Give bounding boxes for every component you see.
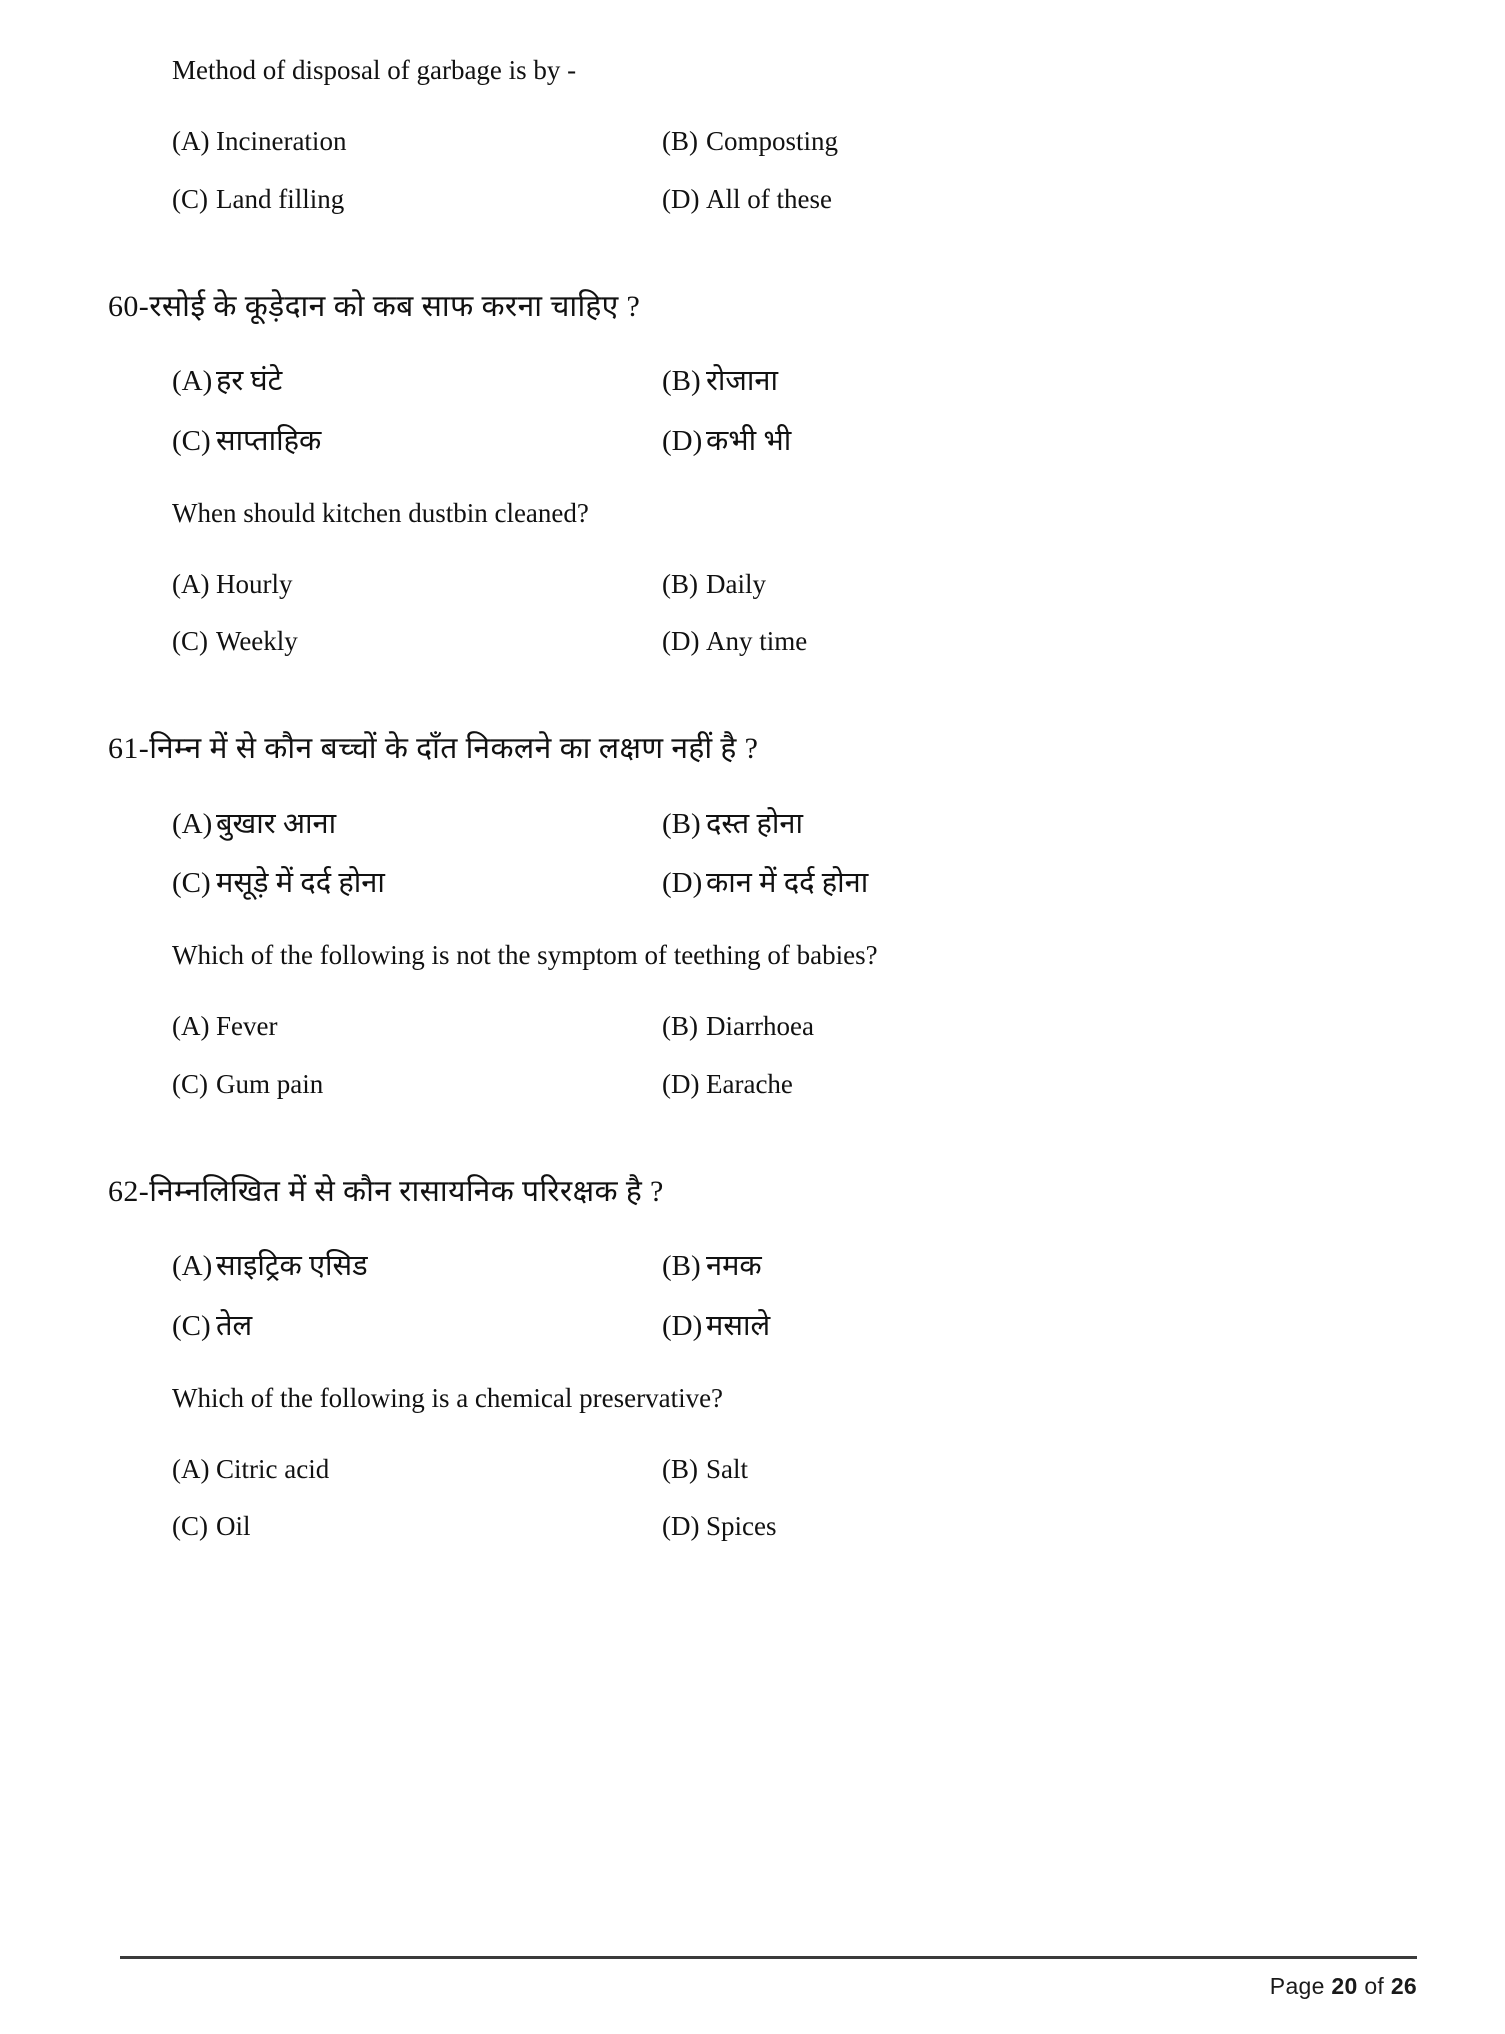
option-a-text: Fever bbox=[216, 1011, 278, 1042]
question-62-option-b-hindi[interactable] bbox=[662, 1248, 1385, 1286]
question-61-option-a-english[interactable] bbox=[172, 1009, 662, 1044]
option-b-text: Diarrhoea bbox=[706, 1011, 814, 1042]
question-60-stem-english: When should kitchen dustbin cleaned? bbox=[172, 497, 589, 528]
option-a-label: (A) bbox=[172, 365, 213, 398]
option-d-text: Earache bbox=[706, 1068, 793, 1099]
option-c-text: Oil bbox=[216, 1511, 251, 1542]
option-a-label: (A) bbox=[172, 1250, 213, 1283]
question-62-option-c-english[interactable] bbox=[172, 1509, 662, 1544]
question-61-option-c-english[interactable] bbox=[172, 1067, 662, 1102]
page-footer bbox=[120, 1956, 1417, 2000]
question-block-61 bbox=[108, 729, 1385, 1102]
option-row bbox=[138, 1452, 1385, 1487]
option-a-label: (A) bbox=[172, 126, 210, 157]
option-row bbox=[138, 624, 1385, 659]
option-row bbox=[138, 124, 1385, 159]
question-block-garbage-disposal bbox=[138, 52, 1385, 217]
question-62-option-a-hindi[interactable] bbox=[172, 1248, 662, 1286]
option-c-text: मसूड़े में दर्द होना bbox=[216, 867, 385, 900]
option-b-label: (B) bbox=[662, 807, 701, 840]
option-c-text: Gum pain bbox=[216, 1068, 324, 1099]
option-a-label: (A) bbox=[172, 1453, 210, 1484]
option-row bbox=[138, 1308, 1385, 1346]
question-61-option-a-hindi[interactable] bbox=[172, 806, 662, 844]
option-a[interactable] bbox=[172, 124, 662, 159]
option-b-text: दस्त होना bbox=[706, 807, 803, 840]
option-c-label: (C) bbox=[172, 1068, 208, 1099]
option-row bbox=[138, 1248, 1385, 1286]
footer-of-word: of bbox=[1364, 1973, 1385, 1999]
question-60-option-d-english[interactable] bbox=[662, 624, 1385, 659]
option-row bbox=[138, 1067, 1385, 1102]
option-b-label: (B) bbox=[662, 568, 698, 599]
question-62-option-c-hindi[interactable] bbox=[172, 1308, 662, 1346]
question-block-62 bbox=[108, 1172, 1385, 1545]
option-d-text: कान में दर्द होना bbox=[706, 867, 869, 900]
question-60-option-c-hindi[interactable] bbox=[172, 423, 662, 461]
footer-divider bbox=[120, 1956, 1417, 1959]
option-b-text: Daily bbox=[706, 568, 766, 599]
option-c[interactable] bbox=[172, 182, 662, 217]
option-d-label: (D) bbox=[662, 867, 703, 900]
question-61-stem-english: Which of the following is not the symptom of teething of babies? bbox=[172, 940, 878, 970]
question-61-option-b-hindi[interactable] bbox=[662, 806, 1385, 844]
option-b-label: (B) bbox=[662, 126, 698, 157]
option-b-text: Composting bbox=[706, 126, 839, 157]
option-row bbox=[138, 182, 1385, 217]
option-a-label: (A) bbox=[172, 1011, 210, 1042]
option-d-text: मसाले bbox=[706, 1309, 771, 1342]
question-62-option-b-english[interactable] bbox=[662, 1452, 1385, 1487]
option-d-label: (D) bbox=[662, 626, 700, 657]
option-b-label: (B) bbox=[662, 1453, 698, 1484]
option-d-label: (D) bbox=[662, 1068, 700, 1099]
footer-page-word: Page bbox=[1269, 1973, 1325, 1999]
question-62-number: 62- bbox=[108, 1174, 150, 1208]
option-c-text: साप्ताहिक bbox=[216, 424, 322, 457]
option-c-label: (C) bbox=[172, 183, 208, 214]
option-d-text: All of these bbox=[706, 183, 832, 214]
option-row bbox=[138, 806, 1385, 844]
question-61-option-b-english[interactable] bbox=[662, 1009, 1385, 1044]
option-d[interactable] bbox=[662, 182, 1385, 217]
question-60-option-c-english[interactable] bbox=[172, 624, 662, 659]
option-b-label: (B) bbox=[662, 365, 701, 398]
option-a-text: हर घंटे bbox=[216, 365, 283, 398]
option-c-label: (C) bbox=[172, 867, 211, 900]
option-row bbox=[138, 1009, 1385, 1044]
question-60-option-b-hindi[interactable] bbox=[662, 363, 1385, 401]
question-61-option-d-english[interactable] bbox=[662, 1067, 1385, 1102]
option-c-text: तेल bbox=[216, 1309, 253, 1342]
option-a-label: (A) bbox=[172, 807, 213, 840]
option-b[interactable] bbox=[662, 124, 1385, 159]
question-61-stem-hindi-text: निम्न में से कौन बच्चों के दाँत निकलने का लक्षण नहीं है ? bbox=[149, 732, 759, 766]
question-62-stem-english: Which of the following is a chemical preservative? bbox=[172, 1382, 724, 1413]
option-d-text: कभी भी bbox=[706, 424, 792, 457]
question-61-number: 61- bbox=[108, 732, 150, 766]
question-60-number: 60- bbox=[108, 289, 150, 323]
option-row bbox=[138, 363, 1385, 401]
option-a-text: Incineration bbox=[216, 126, 347, 157]
option-row bbox=[138, 865, 1385, 903]
question-60-option-a-hindi[interactable] bbox=[172, 363, 662, 401]
question-block-60 bbox=[108, 287, 1385, 660]
option-d-label: (D) bbox=[662, 1511, 700, 1542]
option-row bbox=[138, 1509, 1385, 1544]
option-c-label: (C) bbox=[172, 424, 211, 457]
option-c-label: (C) bbox=[172, 626, 208, 657]
question-61-stem-hindi bbox=[108, 729, 1385, 770]
option-c-label: (C) bbox=[172, 1309, 211, 1342]
option-d-text: Spices bbox=[706, 1511, 777, 1542]
option-a-text: Hourly bbox=[216, 568, 293, 599]
option-d-text: Any time bbox=[706, 626, 808, 657]
question-61-option-d-hindi[interactable] bbox=[662, 865, 1385, 903]
question-60-option-b-english[interactable] bbox=[662, 567, 1385, 602]
option-b-text: नमक bbox=[706, 1250, 762, 1283]
question-60-option-a-english[interactable] bbox=[172, 567, 662, 602]
option-b-text: रोजाना bbox=[706, 365, 779, 398]
option-row bbox=[138, 423, 1385, 461]
option-row bbox=[138, 567, 1385, 602]
option-a-text: साइट्रिक एसिड bbox=[216, 1250, 368, 1283]
question-62-stem-hindi-text: निम्नलिखित में से कौन रासायनिक परिरक्षक है ? bbox=[149, 1174, 664, 1208]
question-62-stem-hindi bbox=[108, 1172, 1385, 1213]
option-c-text: Land filling bbox=[216, 183, 345, 214]
question-61-option-c-hindi[interactable] bbox=[172, 865, 662, 903]
footer-total-pages: 26 bbox=[1390, 1973, 1417, 1999]
option-b-text: Salt bbox=[706, 1453, 749, 1484]
question-stem-english: Method of disposal of garbage is by - bbox=[172, 55, 577, 85]
option-a-text: बुखार आना bbox=[216, 807, 337, 840]
option-b-label: (B) bbox=[662, 1250, 701, 1283]
option-b-label: (B) bbox=[662, 1011, 698, 1042]
question-60-stem-hindi-text: रसोई के कूड़ेदान को कब साफ करना चाहिए ? bbox=[149, 289, 641, 323]
question-60-option-d-hindi[interactable] bbox=[662, 423, 1385, 461]
question-62-option-d-english[interactable] bbox=[662, 1509, 1385, 1544]
option-d-label: (D) bbox=[662, 1309, 703, 1342]
footer-current-page: 20 bbox=[1331, 1973, 1358, 1999]
page-number-indicator bbox=[120, 1973, 1417, 2000]
option-c-text: Weekly bbox=[216, 626, 298, 657]
option-c-label: (C) bbox=[172, 1511, 208, 1542]
question-60-stem-hindi bbox=[108, 287, 1385, 328]
option-a-label: (A) bbox=[172, 568, 210, 599]
option-a-text: Citric acid bbox=[216, 1453, 330, 1484]
option-d-label: (D) bbox=[662, 183, 700, 214]
question-62-option-d-hindi[interactable] bbox=[662, 1308, 1385, 1346]
question-62-option-a-english[interactable] bbox=[172, 1452, 662, 1487]
option-d-label: (D) bbox=[662, 424, 703, 457]
